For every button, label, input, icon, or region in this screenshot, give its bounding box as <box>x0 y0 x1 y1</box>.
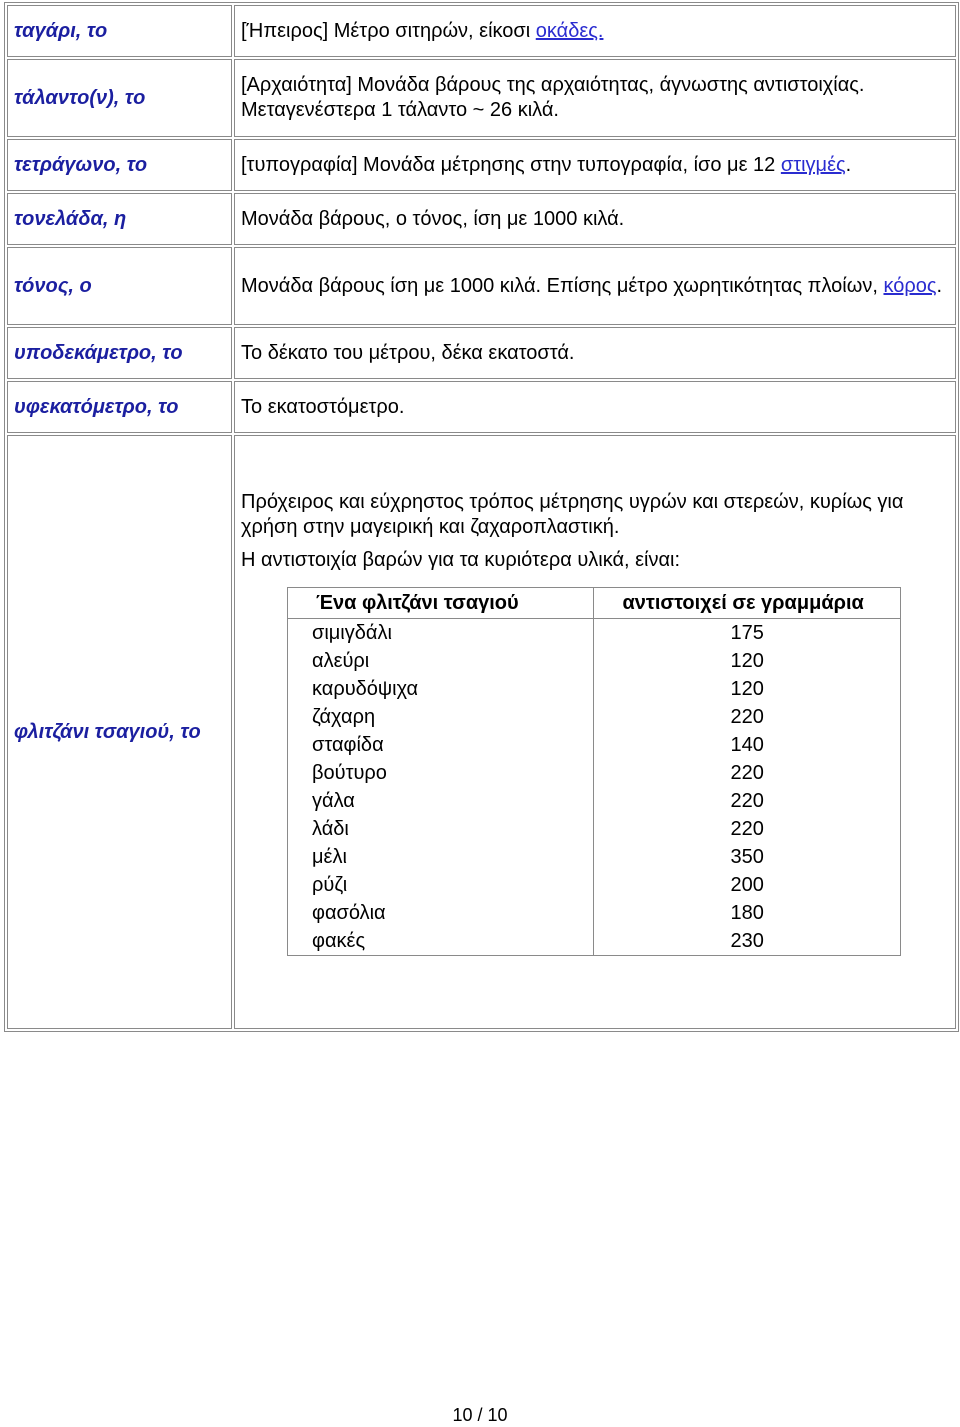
table-row <box>288 647 901 675</box>
grams: 140 <box>594 731 901 759</box>
term-cell <box>7 327 232 379</box>
grams: 350 <box>594 843 901 871</box>
koros-link[interactable]: κόρος <box>883 274 937 297</box>
table-row <box>288 927 901 956</box>
ingredient: καρυδόψιχα <box>288 675 594 703</box>
term-cell <box>7 5 232 57</box>
glossary-table <box>4 2 959 1032</box>
definition-text: Μονάδα βάρους, ο τόνος, ίση με 1000 κιλά. <box>241 207 625 230</box>
term-cell <box>7 435 232 1029</box>
glossary-row <box>7 5 956 57</box>
term-cell <box>7 193 232 245</box>
grams: 200 <box>594 871 901 899</box>
table-row <box>288 619 901 648</box>
definition-text: [Αρχαιότητα] Μονάδα βάρους της αρχαιότητας, άγνωστης αντιστοιχίας. Μεταγενέστερα 1 τάλαντο ~ 26 κιλά. <box>241 74 865 121</box>
table-row <box>288 843 901 871</box>
glossary-row <box>7 139 956 191</box>
table-row <box>288 815 901 843</box>
glossary-row <box>7 381 956 433</box>
grams: 120 <box>594 647 901 675</box>
definition-text: Μονάδα βάρους ίση με 1000 κιλά. Επίσης μέτρο χωρητικότητας πλοίων, <box>241 274 884 297</box>
definition-cell <box>234 247 956 325</box>
stigmes-link[interactable]: στιγμές <box>780 153 846 176</box>
term-cell <box>7 381 232 433</box>
okades-link[interactable]: οκάδες. <box>535 19 604 42</box>
definition-end: . <box>845 153 852 176</box>
ingredient: φασόλια <box>288 899 594 927</box>
ingredient: σταφίδα <box>288 731 594 759</box>
definition-cell <box>234 139 956 191</box>
term-cell <box>7 139 232 191</box>
grams: 180 <box>594 899 901 927</box>
table-row <box>288 871 901 899</box>
term-cell <box>7 247 232 325</box>
grams: 220 <box>594 759 901 787</box>
grams: 120 <box>594 675 901 703</box>
definition-end: . <box>936 274 943 297</box>
table-row <box>288 675 901 703</box>
header-grams: αντιστοιχεί σε γραμμάρια <box>594 588 901 619</box>
term: τόνος, ο <box>14 274 92 297</box>
definition-cell <box>234 5 956 57</box>
glossary-row <box>7 327 956 379</box>
ingredient: μέλι <box>288 843 594 871</box>
grams: 230 <box>594 927 901 956</box>
term: τονελάδα, η <box>14 207 127 230</box>
header-ingredient: Ένα φλιτζάνι τσαγιού <box>288 588 594 619</box>
table-row <box>288 899 901 927</box>
page-number: 10 / 10 <box>452 1405 508 1425</box>
definition-text: [Ήπειρος] Μέτρο σιτηρών, είκοσι <box>241 19 536 42</box>
ingredient: γάλα <box>288 787 594 815</box>
ingredient: φακές <box>288 927 594 956</box>
ingredient: αλεύρι <box>288 647 594 675</box>
table-row <box>288 703 901 731</box>
ingredient: βούτυρο <box>288 759 594 787</box>
grams: 220 <box>594 787 901 815</box>
definition-text: Το εκατοστόμετρο. <box>241 395 405 418</box>
grams: 220 <box>594 815 901 843</box>
cup-conversion-table <box>287 587 901 956</box>
glossary-row <box>7 193 956 245</box>
term-cell <box>7 59 232 137</box>
ingredient: ρύζι <box>288 871 594 899</box>
cup-table-header <box>288 588 901 619</box>
grams: 175 <box>594 619 901 648</box>
term: τάλαντο(ν), το <box>14 86 146 109</box>
table-row <box>288 731 901 759</box>
definition-cell <box>234 193 956 245</box>
term: ταγάρι, το <box>14 19 108 42</box>
term: υποδεκάμετρο, το <box>14 341 183 364</box>
ingredient: σιμιγδάλι <box>288 619 594 648</box>
term: τετράγωνο, το <box>14 153 148 176</box>
table-row <box>288 787 901 815</box>
term: υφεκατόμετρο, το <box>14 395 179 418</box>
definition-cell <box>234 435 956 1029</box>
term: φλιτζάνι τσαγιού, το <box>14 720 201 743</box>
glossary-row <box>7 247 956 325</box>
cup-intro-2: Η αντιστοιχία βαρών για τα κυριότερα υλικά, είναι: <box>241 549 681 571</box>
glossary-row-cup <box>7 435 956 1029</box>
ingredient: ζάχαρη <box>288 703 594 731</box>
ingredient: λάδι <box>288 815 594 843</box>
definition-text: [τυπογραφία] Μονάδα μέτρησης στην τυπογραφία, ίσο με 12 <box>241 153 781 176</box>
grams: 220 <box>594 703 901 731</box>
glossary-row <box>7 59 956 137</box>
definition-cell <box>234 327 956 379</box>
table-row <box>288 759 901 787</box>
definition-cell <box>234 381 956 433</box>
cup-intro: Πρόχειρος και εύχρηστος τρόπος μέτρησης υγρών και στερεών, κυρίως για χρήση στην μαγειρική και ζαχαροπλαστική. <box>241 491 904 538</box>
definition-cell <box>234 59 956 137</box>
definition-text: Το δέκατο του μέτρου, δέκα εκατοστά. <box>241 341 575 364</box>
